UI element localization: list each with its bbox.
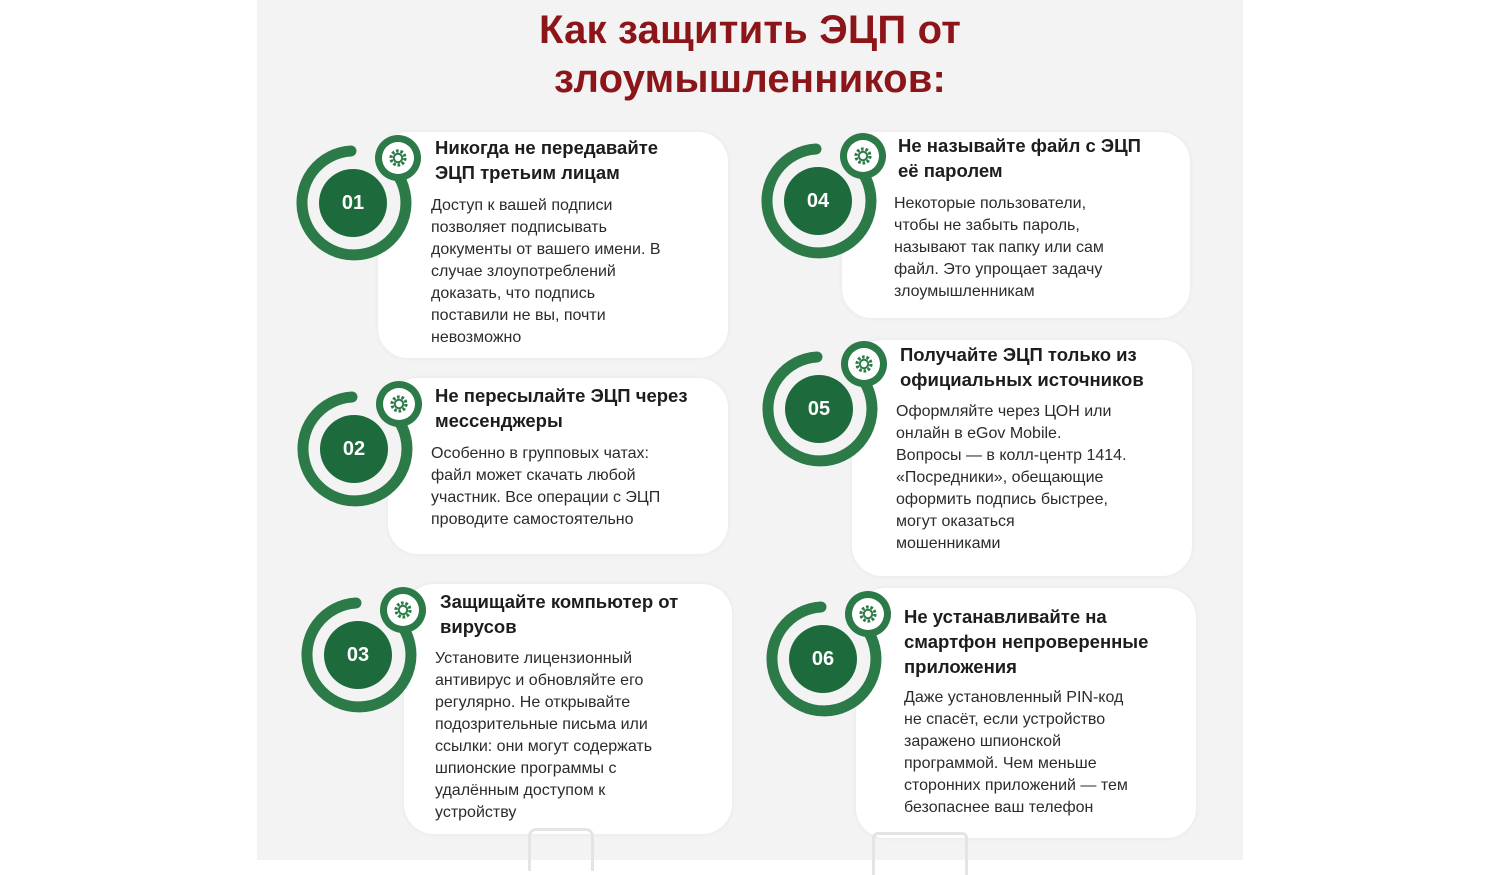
number-badge-03 [291,582,441,732]
tip-heading-01 [435,135,658,185]
text-line: Оформляйте через ЦОН или [896,403,1112,420]
text-line: Установите лицензионный [435,650,633,667]
text-line: безопаснее ваш телефон [904,799,1094,816]
number-badge-04 [751,128,901,278]
tip-heading-03 [440,589,678,639]
number-badge-01 [286,130,436,280]
badge-number-03: 03 [346,644,370,666]
text-line: удалённым доступом к [435,782,606,799]
tip-text-01 [431,195,661,349]
badge-number-02: 02 [342,438,366,460]
number-badge-02 [287,376,437,526]
text-line: документы от вашего имени. В [431,241,661,258]
number-badge-06 [756,586,906,736]
tip-text-04 [894,193,1104,303]
shield-outline-icon [528,828,594,871]
badge-number-05: 05 [807,398,831,420]
text-line: заражено шпионской [904,733,1061,750]
text-line: Даже установленный PIN-код [904,689,1124,706]
text-line: сторонних приложений — тем [904,777,1128,794]
text-line: ссылки: они могут содержать [435,738,653,755]
screen-outline-icon [872,832,968,875]
text-line: Вопросы — в колл-центр 1414. [896,447,1127,464]
heading-line: приложения [904,656,1017,677]
tip-heading-02 [435,383,688,433]
text-line: злоумышленникам [894,283,1035,300]
heading-line: официальных источников [900,369,1144,390]
text-line: «Посредники», обещающие [896,469,1104,486]
text-line: чтобы не забыть пароль, [894,217,1080,234]
heading-line: Не устанавливайте на [904,606,1107,627]
text-line: доказать, что подпись [431,285,596,302]
heading-line: Защищайте компьютер от [440,591,679,612]
text-line: Некоторые пользователи, [894,195,1087,212]
text-line: шпионские программы с [435,760,617,777]
tip-text-02 [431,443,660,531]
text-line: поставили не вы, почти [431,307,606,324]
tip-heading-04 [898,133,1141,183]
text-line: оформить подпись быстрее, [896,491,1108,508]
text-line: позволяет подписывать [431,219,607,236]
page-title [0,6,1500,104]
badge-number-04: 04 [806,190,830,212]
heading-line: ЭЦП третьим лицам [435,162,620,183]
text-line: называют так папку или сам [894,239,1104,256]
text-line: файл может скачать любой [431,467,636,484]
text-line: онлайн в eGov Mobile. [896,425,1062,442]
heading-line: её паролем [898,160,1003,181]
heading-line: мессенджеры [435,410,563,431]
tip-text-06 [904,687,1128,819]
heading-line: Не называйте файл с ЭЦП [898,135,1141,156]
text-line: случае злоупотреблений [431,263,616,280]
badge-number-06: 06 [811,648,835,670]
tip-heading-05 [900,342,1144,392]
heading-line: вирусов [440,616,517,637]
text-line: проводите самостоятельно [431,511,634,528]
tip-heading-06 [904,604,1148,679]
text-line: участник. Все операции с ЭЦП [431,489,661,506]
tip-text-03 [435,648,652,824]
heading-line: смартфон непроверенные [904,631,1149,652]
heading-line: Никогда не передавайте [435,137,659,158]
number-badge-05 [752,336,902,486]
title-line-1: Как защитить ЭЦП от [538,8,962,52]
text-line: регулярно. Не открывайте [435,694,631,711]
heading-line: Получайте ЭЦП только из [900,344,1137,365]
text-line: антивирус и обновляйте его [435,672,644,689]
text-line: Особенно в групповых чатах: [431,445,649,462]
text-line: невозможно [431,329,522,346]
text-line: устройству [435,804,517,821]
tip-text-05 [896,401,1127,555]
text-line: подозрительные письма или [435,716,648,733]
text-line: не спасёт, если устройство [904,711,1106,728]
text-line: могут оказаться [896,513,1015,530]
badge-number-01: 01 [341,192,365,214]
text-line: мошенниками [896,535,1001,552]
text-line: файл. Это упрощает задачу [894,261,1103,278]
title-line-2: злоумышленников: [553,57,947,101]
heading-line: Не пересылайте ЭЦП через [435,385,688,406]
text-line: программой. Чем меньше [904,755,1097,772]
text-line: Доступ к вашей подписи [431,197,613,214]
